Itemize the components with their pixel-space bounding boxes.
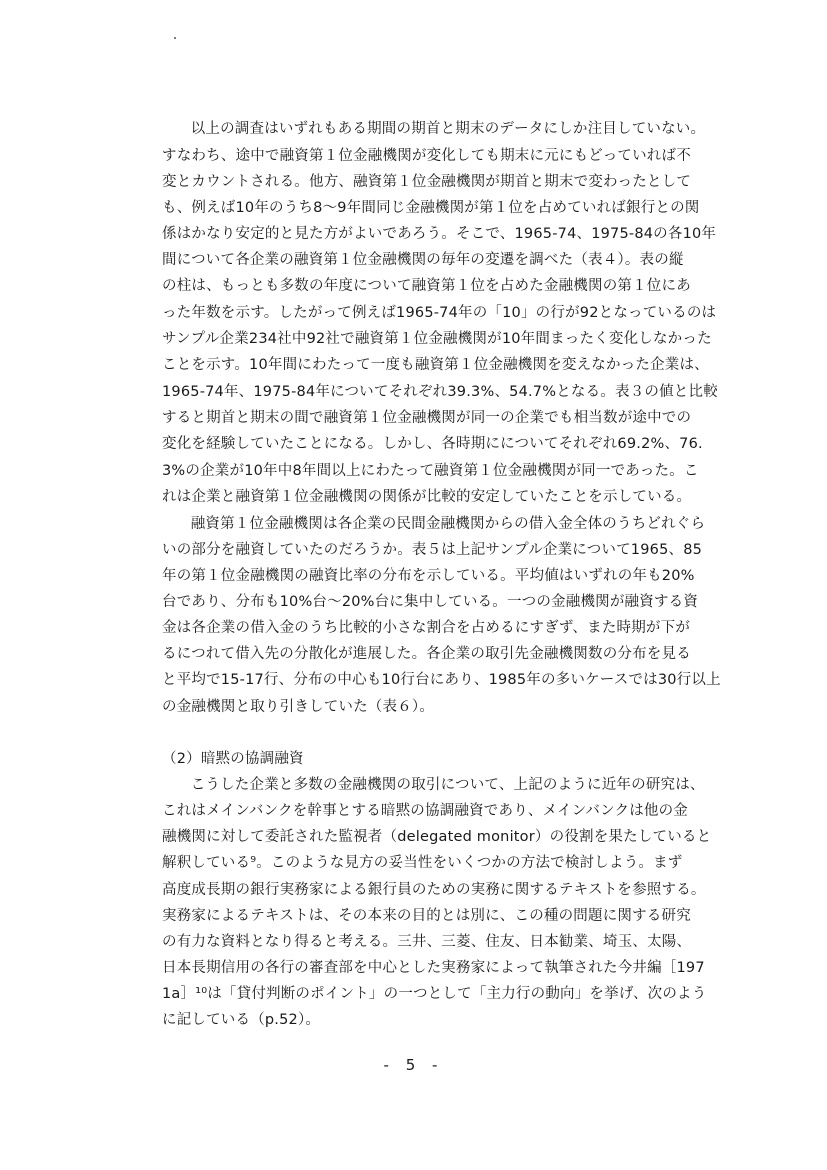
- body-line: 変とカウントされる。他方、融資第１位金融機関が期首と期末で変わったとして: [162, 174, 692, 190]
- body-line: の金融機関と取り引きしていた（表６）。: [162, 699, 435, 715]
- body-line: これはメインバンクを幹事とする暗黙の協調融資であり、メインバンクは他の金: [162, 803, 689, 819]
- body-line: 日本長期信用の各行の審査部を中心とした実務家によって執筆された今井編［197: [162, 960, 705, 976]
- body-line: いの部分を融資していたのだろうか。表５は上記サンプル企業について1965、85: [162, 542, 703, 558]
- body-line: 高度成長期の銀行実務家による銀行員のための実務に関するテキストを参照する。: [162, 882, 706, 898]
- body-line: すると期首と期末の間で融資第１位金融機関が同一の企業でも相当数が途中での: [162, 410, 692, 426]
- body-line: も、例えば10年のうち8～9年間同じ金融機関が第１位を占めていれば銀行との関: [162, 200, 700, 216]
- body-line: 融資第１位金融機関は各企業の民間金融機関からの借入金全体のうちどれぐら: [176, 516, 706, 532]
- body-line: 3%の企業が10年中8年間以上にわたって融資第１位金融機関が同一であった。こ: [162, 463, 699, 479]
- body-line: れは企業と融資第１位金融機関の関係が比較的安定していたことを示している。: [162, 489, 692, 505]
- page-number: - 5 -: [383, 1056, 444, 1074]
- body-line: ことを示す。10年間にわたって一度も融資第１位金融機関を変えなかった企業は、: [162, 357, 709, 373]
- body-line: 間について各企業の融資第１位金融機関の毎年の変遷を調べた（表４）。表の縦: [162, 252, 684, 268]
- body-line: 実務家によるテキストは、その本来の目的とは別に、この種の問題に関する研究: [162, 908, 691, 924]
- body-line: に記している（p.52）。: [162, 1012, 321, 1028]
- body-line: 係はかなり安定的と見た方がよいであろう。そこで、1965-74、1975-84の各10年: [162, 226, 717, 242]
- section-heading: （2）暗黙の協調融資: [162, 751, 304, 767]
- body-line: 1965-74年、1975-84年についてそれぞれ39.3%、54.7%となる。表３の値と比較: [162, 384, 718, 400]
- body-line: こうした企業と多数の金融機関の取引について、上記のように近年の研究は、: [176, 777, 705, 793]
- scan-speck: [174, 37, 176, 39]
- body-line: った年数を示す。したがって例えば1965-74年の「10」の行が92となっているのは: [162, 305, 717, 321]
- body-line: の柱は、もっとも多数の年度について融資第１位を占めた金融機関の第１位にあ: [162, 278, 691, 294]
- body-line: 融機関に対して委託された監視者（delegated monitor）の役割を果たしていると: [162, 829, 712, 845]
- body-line: 金は各企業の借入金のうち比較的小さな割合を占めるにすぎず、また時期が下が: [162, 620, 691, 636]
- body-line: すなわち、途中で融資第１位金融機関が変化しても期末に元にもどっていれば不: [162, 148, 691, 164]
- body-line: の有力な資料となり得ると考える。三井、三菱、住友、日本勧業、埼玉、太陽、: [162, 934, 692, 950]
- body-line: 解釈している⁹。このような見方の妥当性をいくつかの方法で検討しよう。まず: [162, 855, 683, 871]
- body-line: 年の第１位金融機関の融資比率の分布を示している。平均値はいずれの年も20%: [162, 568, 695, 584]
- body-line: サンプル企業234社中92社で融資第１位金融機関が10年間まったく変化しなかった: [162, 331, 712, 347]
- body-line: と平均で15-17行、分布の中心も10行台にあり、1985年の多いケースでは30行以上: [162, 672, 721, 688]
- body-line: 1a］¹⁰は「貸付判断のポイント」の一つとして「主力行の動向」を挙げ、次のよう: [162, 986, 707, 1002]
- body-line: 以上の調査はいずれもある期間の期首と期末のデータにしか注目していない。: [176, 121, 706, 137]
- body-line: 台であり、分布も10%台～20%台に集中している。一つの金融機関が融資する資: [162, 594, 699, 610]
- body-line: 変化を経験していたことになる。しかし、各時期にについてそれぞれ69.2%、76.: [162, 436, 703, 452]
- body-line: るにつれて借入先の分散化が進展した。各企業の取引先金融機関数の分布を見る: [162, 646, 691, 662]
